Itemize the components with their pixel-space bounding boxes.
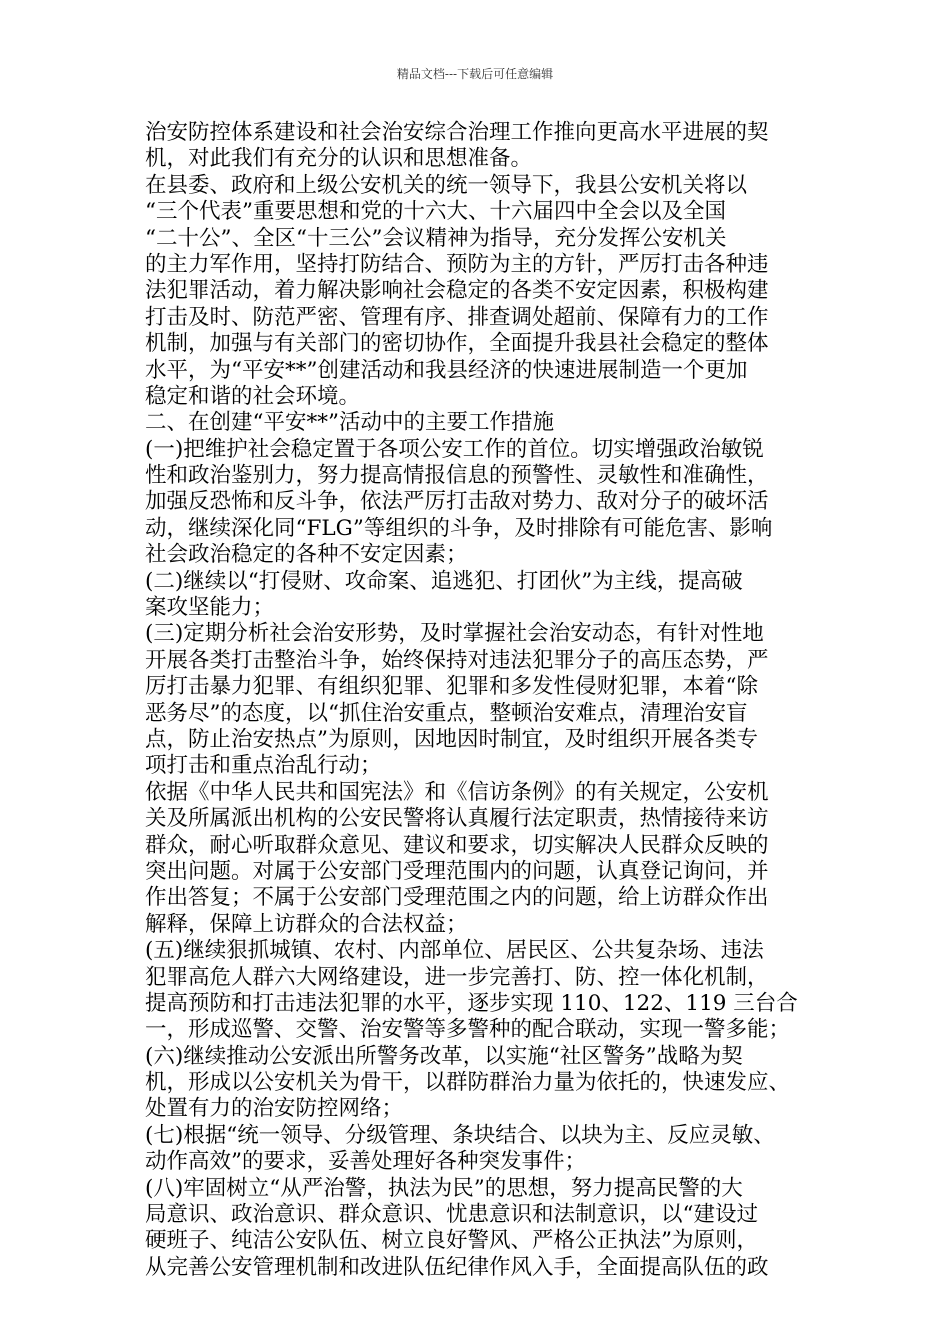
- text-line: 二、在创建“平安**”活动中的主要工作措施: [145, 410, 554, 436]
- text-line: 加强反恐怖和反斗争，依法严厉打击敌对势力、敌对分子的破坏活: [145, 489, 769, 515]
- text-line: 处置有力的治安防控网络；: [145, 1096, 404, 1122]
- text-line: 法犯罪活动，着力解决影响社会稳定的各类不安定因素，积极构建: [145, 278, 769, 304]
- text-line: (五)继续狠抓城镇、农村、内部单位、居民区、公共复杂场、违法: [145, 938, 764, 964]
- text-line: 打击及时、防范严密、管理有序、排查调处超前、保障有力的工作: [145, 304, 769, 330]
- text-line: 水平，为“平安**”创建活动和我县经济的快速进展制造一个更加: [145, 357, 748, 383]
- text-line: 开展各类打击整治斗争，始终保持对违法犯罪分子的高压态势，严: [145, 647, 769, 673]
- text-line: (三)定期分析社会治安形势，及时掌握社会治安动态，有针对性地: [145, 621, 764, 647]
- text-line: 点，防止治安热点”为原则，因地因时制宜，及时组织开展各类专: [145, 726, 758, 752]
- text-line: 社会政治稳定的各种不安定因素；: [145, 542, 468, 568]
- text-line: 犯罪高危人群六大网络建设，进一步完善打、防、控一体化机制，: [145, 964, 769, 990]
- text-line: 依据《中华人民共和国宪法》和《信访条例》的有关规定，公安机: [145, 779, 769, 805]
- text-line: 机制，加强与有关部门的密切协作，全面提升我县社会稳定的整体: [145, 331, 769, 357]
- text-line: 机，对此我们有充分的认识和思想准备。: [145, 146, 533, 172]
- text-line: (七)根据“统一领导、分级管理、条块结合、以块为主、反应灵敏、: [145, 1122, 775, 1148]
- text-line: 突出问题。对属于公安部门受理范围内的问题，认真登记询问，并: [145, 858, 769, 884]
- text-line: (八)牢固树立“从严治警，执法为民”的思想，努力提高民警的大: [145, 1175, 743, 1201]
- text-line: 治安防控体系建设和社会治安综合治理工作推向更高水平进展的契: [145, 120, 769, 145]
- text-line: 的主力军作用，坚持打防结合、预防为主的方针，严厉打击各种违: [145, 251, 769, 277]
- text-line: (一)把维护社会稳定置于各项公安工作的首位。切实增强政治敏锐: [145, 436, 764, 462]
- text-line: “三个代表”重要思想和党的十六大、十六届四中全会以及全国: [145, 199, 726, 225]
- text-line: 动，继续深化同“FLG”等组织的斗争，及时排除有可能危害、影响: [145, 515, 773, 541]
- text-line: 群众，耐心听取群众意见、建议和要求，切实解决人民群众反映的: [145, 832, 769, 858]
- text-line: 机，形成以公安机关为骨干，以群防群治力量为依托的，快速发应、: [145, 1070, 791, 1096]
- text-line: 案攻坚能力；: [145, 595, 275, 621]
- text-line: 稳定和谐的社会环境。: [145, 383, 361, 409]
- text-line: 一，形成巡警、交警、治安警等多警种的配合联动，实现一警多能；: [145, 1017, 791, 1043]
- text-line: “二十公”、全区“十三公”会议精神为指导，充分发挥公安机关: [145, 225, 727, 251]
- text-line: 作出答复；不属于公安部门受理范围之内的问题，给上访群众作出: [145, 885, 769, 911]
- text-line: 性和政治鉴别力，努力提高情报信息的预警性、灵敏性和准确性，: [145, 463, 769, 489]
- text-line: 从完善公安管理机制和改进队伍纪律作风入手，全面提高队伍的政: [145, 1254, 769, 1280]
- document-body: [145, 120, 825, 1281]
- text-line: 在县委、政府和上级公安机关的统一领导下，我县公安机关将以: [145, 172, 748, 198]
- page-header: 精品文档---下载后可任意编辑: [396, 67, 554, 81]
- text-line: 解释，保障上访群众的合法权益；: [145, 911, 468, 937]
- text-line: 局意识、政治意识、群众意识、忧患意识和法制意识，以“建设过: [145, 1202, 758, 1228]
- text-line: 动作高效”的要求，妥善处理好各种突发事件；: [145, 1149, 586, 1175]
- text-line: (六)继续推动公安派出所警务改革，以实施“社区警务”战略为契: [145, 1043, 743, 1069]
- text-line: 厉打击暴力犯罪、有组织犯罪、犯罪和多发性侵财犯罪，本着“除: [145, 674, 758, 700]
- text-line: 提高预防和打击违法犯罪的水平，逐步实现 110、122、119 三台合: [145, 990, 798, 1016]
- text-line: (二)继续以“打侵财、攻命案、追逃犯、打团伙”为主线，提高破: [145, 568, 743, 594]
- text-line: 硬班子、纯洁公安队伍、树立良好警风、严格公正执法”为原则，: [145, 1228, 758, 1254]
- text-line: 项打击和重点治乱行动；: [145, 753, 382, 779]
- text-line: 关及所属派出机构的公安民警将认真履行法定职责，热情接待来访: [145, 806, 769, 832]
- text-line: 恶务尽”的态度，以“抓住治安重点，整顿治安难点，清理治安盲: [145, 700, 748, 726]
